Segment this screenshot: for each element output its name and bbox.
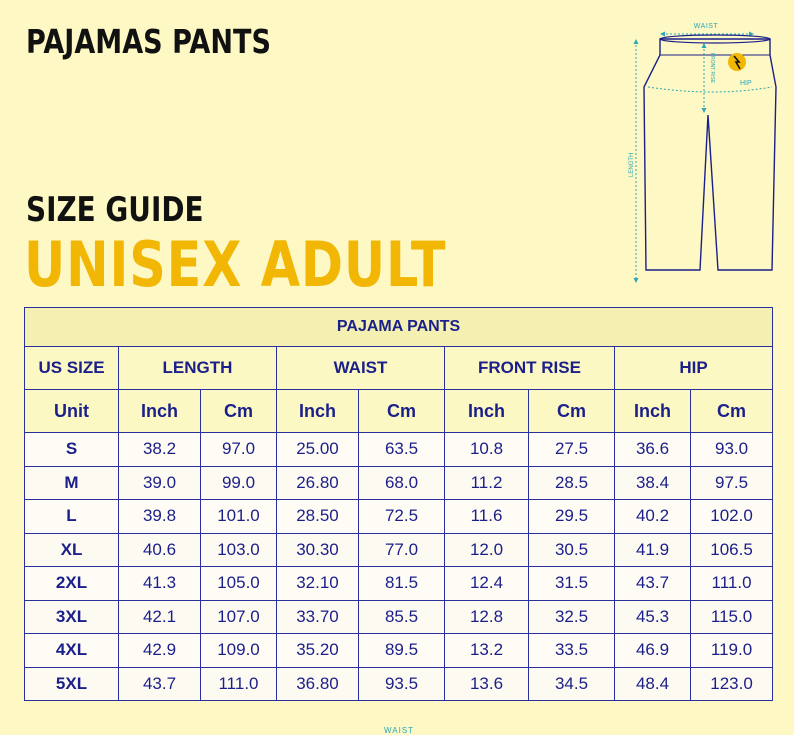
measurement-cell: 13.2 [445, 634, 529, 668]
measurement-cell: 36.80 [277, 667, 359, 701]
measurement-cell: 25.00 [277, 433, 359, 467]
measurement-cell: 43.7 [119, 667, 201, 701]
measurement-cell: 39.8 [119, 500, 201, 534]
measurement-cell: 39.0 [119, 466, 201, 500]
measurement-cell: 105.0 [201, 567, 277, 601]
footer-waist-label: WAIST [384, 726, 415, 735]
measurement-cell: 28.50 [277, 500, 359, 534]
page-title: PAJAMAS PANTS [26, 22, 271, 61]
size-chart-table [24, 307, 773, 701]
measurement-cell: 102.0 [691, 500, 773, 534]
measurement-cell: 41.9 [615, 533, 691, 567]
size-guide-heading: SIZE GUIDE [26, 190, 204, 230]
waist-label: WAIST [693, 23, 719, 30]
hip-label: HIP [740, 80, 752, 87]
measurement-cell: 45.3 [615, 600, 691, 634]
measurement-cell: 34.5 [529, 667, 615, 701]
measurement-cell: 33.70 [277, 600, 359, 634]
size-cell: 5XL [25, 667, 119, 701]
measurement-cell: 123.0 [691, 667, 773, 701]
size-cell: L [25, 500, 119, 534]
measurement-cell: 119.0 [691, 634, 773, 668]
measurement-cell: 35.20 [277, 634, 359, 668]
size-cell: S [25, 433, 119, 467]
measurement-cell: 103.0 [201, 533, 277, 567]
table-row [25, 667, 773, 701]
table-row [25, 466, 773, 500]
size-cell: 4XL [25, 634, 119, 668]
measurement-cell: 85.5 [359, 600, 445, 634]
measurement-cell: 107.0 [201, 600, 277, 634]
measurement-cell: 30.30 [277, 533, 359, 567]
measurement-cell: 93.0 [691, 433, 773, 467]
unit-waist-inch: Inch [277, 390, 359, 433]
table-row [25, 634, 773, 668]
measurement-cell: 46.9 [615, 634, 691, 668]
measurement-cell: 93.5 [359, 667, 445, 701]
measurement-cell: 42.1 [119, 600, 201, 634]
unit-hip-cm: Cm [691, 390, 773, 433]
pants-diagram [620, 15, 780, 290]
measurement-cell: 27.5 [529, 433, 615, 467]
unit-label: Unit [25, 390, 119, 433]
table-row [25, 567, 773, 601]
measurement-cell: 111.0 [201, 667, 277, 701]
measurement-cell: 109.0 [201, 634, 277, 668]
measurement-cell: 89.5 [359, 634, 445, 668]
measurement-cell: 41.3 [119, 567, 201, 601]
measurement-cell: 99.0 [201, 466, 277, 500]
table-row [25, 533, 773, 567]
header-waist: WAIST [277, 347, 445, 390]
measurement-cell: 26.80 [277, 466, 359, 500]
measurement-cell: 12.8 [445, 600, 529, 634]
unit-front-rise-cm: Cm [529, 390, 615, 433]
measurement-cell: 72.5 [359, 500, 445, 534]
hip-measure-line [648, 87, 772, 92]
measurement-cell: 42.9 [119, 634, 201, 668]
measurement-cell: 12.0 [445, 533, 529, 567]
measurement-cell: 77.0 [359, 533, 445, 567]
measurement-cell: 38.4 [615, 466, 691, 500]
length-label: LENGTH [629, 152, 635, 177]
size-cell: XL [25, 533, 119, 567]
table-row [25, 500, 773, 534]
measurement-cell: 10.8 [445, 433, 529, 467]
measurement-cell: 115.0 [691, 600, 773, 634]
table-row [25, 600, 773, 634]
measurement-cell: 111.0 [691, 567, 773, 601]
measurement-cell: 38.2 [119, 433, 201, 467]
measurement-cell: 28.5 [529, 466, 615, 500]
measurement-cell: 36.6 [615, 433, 691, 467]
measurement-cell: 68.0 [359, 466, 445, 500]
unit-hip-inch: Inch [615, 390, 691, 433]
measurement-cell: 40.6 [119, 533, 201, 567]
header-hip: HIP [615, 347, 773, 390]
measurement-cell: 13.6 [445, 667, 529, 701]
table-row [25, 433, 773, 467]
unit-waist-cm: Cm [359, 390, 445, 433]
table-title: PAJAMA PANTS [25, 308, 773, 347]
measurement-cell: 32.5 [529, 600, 615, 634]
measurement-cell: 106.5 [691, 533, 773, 567]
unit-length-inch: Inch [119, 390, 201, 433]
header-length: LENGTH [119, 347, 277, 390]
measurement-cell: 30.5 [529, 533, 615, 567]
measurement-cell: 48.4 [615, 667, 691, 701]
measurement-cell: 101.0 [201, 500, 277, 534]
measurement-cell: 33.5 [529, 634, 615, 668]
size-cell: M [25, 466, 119, 500]
measurement-cell: 11.2 [445, 466, 529, 500]
unit-length-cm: Cm [201, 390, 277, 433]
measurement-cell: 63.5 [359, 433, 445, 467]
unisex-adult-heading: UNISEX ADULT [24, 228, 447, 301]
measurement-cell: 31.5 [529, 567, 615, 601]
measurement-cell: 40.2 [615, 500, 691, 534]
front-rise-label: FRONT RISE [709, 53, 715, 84]
size-cell: 3XL [25, 600, 119, 634]
measurement-cell: 12.4 [445, 567, 529, 601]
measurement-cell: 97.0 [201, 433, 277, 467]
measurement-cell: 97.5 [691, 466, 773, 500]
unit-front-rise-inch: Inch [445, 390, 529, 433]
measurement-cell: 29.5 [529, 500, 615, 534]
header-us-size: US SIZE [25, 347, 119, 390]
size-cell: 2XL [25, 567, 119, 601]
measurement-cell: 81.5 [359, 567, 445, 601]
header-front-rise: FRONT RISE [445, 347, 615, 390]
measurement-cell: 43.7 [615, 567, 691, 601]
measurement-cell: 32.10 [277, 567, 359, 601]
measurement-cell: 11.6 [445, 500, 529, 534]
